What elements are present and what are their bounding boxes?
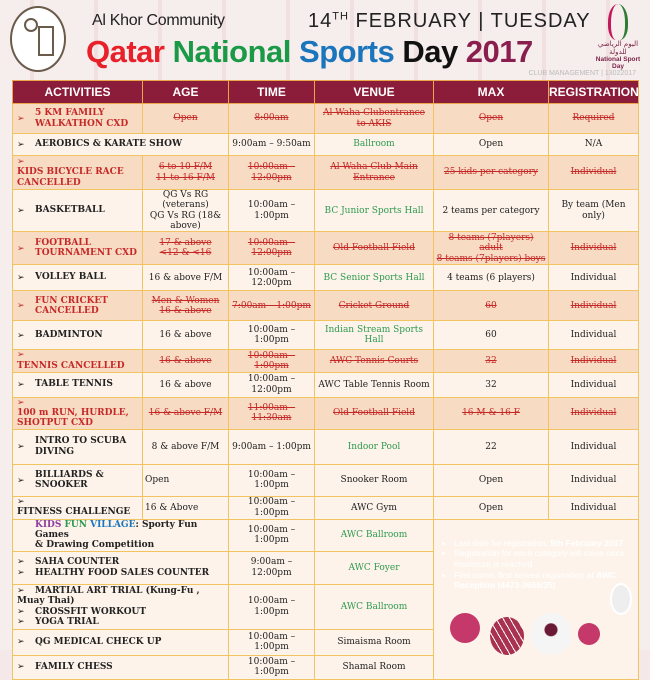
- activity-cell: [13, 429, 143, 464]
- bullet-arrow-icon: ➢: [17, 662, 25, 673]
- activity-name: YOGA TRIAL: [35, 617, 99, 628]
- info-item: [454, 548, 632, 569]
- activity-name: 100 m RUN, HURDLE, SHOTPUT CXD: [17, 408, 129, 429]
- time-cell: 10:00am – 1:00pm: [229, 321, 315, 350]
- time-cell: 10:00am – 1:00pm: [229, 519, 315, 551]
- bullet-arrow-icon: ➢: [17, 475, 25, 486]
- venue-cell: Al Waha Club Main Entrance: [315, 156, 434, 190]
- age-cell: 16 & above: [143, 350, 229, 372]
- age-cell: 6 to 10 F/M 11 to 16 F/M: [143, 156, 229, 190]
- venue-cell: AWC Foyer: [315, 551, 434, 584]
- activity-cell: [13, 104, 143, 134]
- community-name: Al Khor Community: [92, 12, 225, 29]
- bullet-arrow-icon: ➢: [17, 606, 25, 617]
- activity-row: [13, 496, 639, 519]
- activity-name: FITNESS CHALLENGE: [17, 507, 131, 518]
- activity-name: SAHA COUNTER: [35, 557, 120, 568]
- cancelled-activity-row: [13, 156, 639, 190]
- max-cell: 8 teams (7players) adult 8 teams (7players) boys: [434, 232, 549, 265]
- activity-name: BASKETBALL: [35, 205, 105, 216]
- badminton-racket-icon: [610, 583, 632, 615]
- activity-name: FUN CRICKET CANCELLED: [35, 295, 108, 316]
- venue-cell: BC Junior Sports Hall: [315, 190, 434, 232]
- venue-cell: AWC Ballroom: [315, 584, 434, 629]
- venue-cell: AWC Tennis Courts: [315, 350, 434, 372]
- bullet-arrow-icon: ➢: [17, 379, 25, 390]
- date-rest: FEBRUARY | TUESDAY: [348, 10, 591, 32]
- max-cell: 32: [434, 372, 549, 397]
- time-cell: 10:00am – 1:00pm: [229, 496, 315, 519]
- kids-fun-village-word: KIDS: [35, 519, 65, 530]
- registration-cell: Individual: [549, 321, 639, 350]
- venue-cell: AWC Table Tennis Room: [315, 372, 434, 397]
- title-word: Day: [402, 34, 466, 69]
- info-text: Last date for registration:: [454, 537, 551, 548]
- activity-name: FOOTBALL TOURNAMENT CXD: [35, 238, 137, 259]
- registration-cell: N/A: [549, 134, 639, 156]
- activity-row: [13, 321, 639, 350]
- bullet-arrow-icon: ➢: [17, 330, 25, 341]
- bullet-arrow-icon: ➢: [17, 442, 25, 453]
- logo-arabic-text: اليوم الرياضي للدولة: [597, 40, 639, 56]
- venue-cell: Simaisma Room: [315, 629, 434, 655]
- registration-cell: Individual: [549, 397, 639, 429]
- activity-cell: [13, 190, 143, 232]
- sports-equipment-illustration: [444, 601, 630, 671]
- cancelled-activity-row: [13, 397, 639, 429]
- registration-cell: By team (Men only): [549, 190, 639, 232]
- venue-cell: Cricket Ground: [315, 291, 434, 321]
- max-cell: 60: [434, 291, 549, 321]
- time-cell: 10:00am – 12:00pm: [229, 265, 315, 291]
- activity-row: [13, 190, 639, 232]
- venue-cell: Shamal Room: [315, 655, 434, 679]
- soccer-ball-icon: [530, 613, 572, 655]
- activity-row: [13, 134, 639, 156]
- activity-name: QG MEDICAL CHECK UP: [35, 637, 162, 648]
- activity-name: : Sporty Fun Games & Drawing Competition: [35, 519, 198, 551]
- tennis-ball-icon: [578, 623, 600, 645]
- reception-contact: AWC Reception (4473-3666/35): [454, 569, 617, 591]
- sport-figure-icon: [608, 4, 628, 40]
- cancelled-activity-row: [13, 104, 639, 134]
- registration-cell: Individual: [549, 429, 639, 464]
- age-cell: 16 & above F/M: [143, 265, 229, 291]
- activity-cell: [13, 519, 229, 551]
- max-cell: 60: [434, 321, 549, 350]
- age-cell: 16 & above: [143, 321, 229, 350]
- max-cell: Open: [434, 134, 549, 156]
- activity-cell: [13, 629, 229, 655]
- age-cell: Open: [143, 104, 229, 134]
- activity-name: BADMINTON: [35, 329, 103, 340]
- age-cell: Open: [143, 464, 229, 496]
- activity-row: [13, 464, 639, 496]
- registration-cell: Individual: [549, 464, 639, 496]
- bullet-arrow-icon: ➢: [17, 156, 25, 167]
- activity-name: CROSSFIT WORKOUT: [35, 606, 147, 617]
- activity-name: VOLLEY BALL: [35, 272, 106, 283]
- activity-cell: [13, 584, 229, 629]
- column-header-venue: VENUE: [315, 81, 434, 104]
- time-cell: 10:00am – 12:00pm: [229, 156, 315, 190]
- age-cell: 8 & above F/M: [143, 429, 229, 464]
- activity-cell: [13, 232, 143, 265]
- bullet-arrow-icon: ➢: [17, 557, 25, 568]
- ping-pong-paddle-icon: [450, 613, 480, 643]
- bullet-arrow-icon: ➢: [17, 586, 25, 597]
- registration-cell: Individual: [549, 265, 639, 291]
- registration-cell: Individual: [549, 350, 639, 372]
- bullet-arrow-icon: ➢: [17, 350, 25, 361]
- activity-name: HEALTHY FOOD SALES COUNTER: [35, 567, 210, 578]
- column-header-max: MAX: [434, 81, 549, 104]
- max-cell: 22: [434, 429, 549, 464]
- time-cell: 11:00am – 11:30am: [229, 397, 315, 429]
- venue-cell: Al Waha Clubentrance to AKIS: [315, 104, 434, 134]
- venue-cell: AWC Ballroom: [315, 519, 434, 551]
- info-item: [454, 538, 632, 549]
- time-cell: 7:00am – 1:00pm: [229, 291, 315, 321]
- registration-cell: Required: [549, 104, 639, 134]
- national-sport-day-logo: [590, 4, 646, 70]
- logo-english-text: National Sport Day: [595, 56, 641, 70]
- registration-cell: Individual: [549, 156, 639, 190]
- title-word: 2017: [465, 34, 533, 69]
- column-header-activities: ACTIVITIES: [13, 81, 143, 104]
- cancelled-activity-row: [13, 350, 639, 372]
- activity-cell: [13, 156, 143, 190]
- time-cell: 10:00am – 1:00pm: [229, 350, 315, 372]
- age-cell: 16 & above: [143, 372, 229, 397]
- age-cell: 17 & above <12 & <16: [143, 232, 229, 265]
- time-cell: 10:00am – 1:00pm: [229, 464, 315, 496]
- bullet-arrow-icon: ➢: [17, 273, 25, 284]
- max-cell: Open: [434, 464, 549, 496]
- venue-cell: Old Football Field: [315, 397, 434, 429]
- bullet-arrow-icon: ➢: [17, 139, 25, 150]
- registration-cell: Individual: [549, 372, 639, 397]
- al-khor-community-logo: [10, 6, 66, 72]
- time-cell: 9:00am – 1:00pm: [229, 429, 315, 464]
- kids-fun-village-word: VILLAGE: [90, 519, 136, 530]
- activity-row: [13, 429, 639, 464]
- cancelled-activity-row: [13, 291, 639, 321]
- venue-cell: AWC Gym: [315, 496, 434, 519]
- time-cell: 10:00am – 12:00pm: [229, 232, 315, 265]
- activity-cell: [13, 372, 143, 397]
- max-cell: Open: [434, 104, 549, 134]
- activity-name: FAMILY CHESS: [35, 662, 113, 673]
- activity-name: TENNIS CANCELLED: [17, 360, 125, 371]
- activity-cell: [13, 291, 143, 321]
- time-cell: 8:00am: [229, 104, 315, 134]
- age-cell: 16 & Above: [143, 496, 229, 519]
- venue-cell: Ballroom: [315, 134, 434, 156]
- time-cell: 9:00am – 12:00pm: [229, 551, 315, 584]
- bullet-arrow-icon: ➢: [17, 637, 25, 648]
- activity-row: [13, 265, 639, 291]
- activity-cell: [13, 265, 143, 291]
- column-header-registration: REGISTRATION: [549, 81, 639, 104]
- activity-name: 5 KM FAMILY WALKATHON CXD: [35, 108, 129, 129]
- page-title: [86, 34, 533, 70]
- max-cell: 25 kids per category: [434, 156, 549, 190]
- activity-cell: [13, 397, 143, 429]
- venue-cell: Indian Stream Sports Hall: [315, 321, 434, 350]
- time-cell: 10:00am – 1:00pm: [229, 584, 315, 629]
- age-cell: 16 & above F/M: [143, 397, 229, 429]
- cancelled-activity-row: [13, 232, 639, 265]
- activity-name: BILLIARDS & SNOOKER: [35, 469, 104, 491]
- activity-name: KIDS BICYCLE RACE CANCELLED: [17, 167, 124, 188]
- max-cell: 32: [434, 350, 549, 372]
- activity-cell: [13, 134, 229, 156]
- column-header-time: TIME: [229, 81, 315, 104]
- time-cell: 10:00am – 1:00pm: [229, 655, 315, 679]
- registration-cell: Individual: [549, 291, 639, 321]
- activity-name: AEROBICS & KARATE SHOW: [35, 138, 183, 149]
- title-word: Qatar: [86, 34, 173, 69]
- info-text: Registration for each category will close once maximum is reached: [454, 548, 625, 570]
- activity-row: [13, 372, 639, 397]
- age-cell: Men & Women 16 & above: [143, 291, 229, 321]
- registration-info-box: [434, 519, 639, 679]
- date-day: 14: [308, 10, 333, 32]
- time-cell: 10:00am – 12:00pm: [229, 372, 315, 397]
- registration-cell: Individual: [549, 496, 639, 519]
- activity-row: [13, 519, 639, 551]
- table-header-row: [13, 81, 639, 104]
- event-date: [308, 10, 591, 33]
- bullet-arrow-icon: ➢: [17, 397, 25, 408]
- max-cell: Open: [434, 496, 549, 519]
- registration-cell: Individual: [549, 232, 639, 265]
- bullet-arrow-icon: ➢: [17, 617, 25, 628]
- bullet-arrow-icon: ➢: [17, 205, 25, 216]
- max-cell: 4 teams (6 players): [434, 265, 549, 291]
- volleyball-icon: [490, 617, 524, 655]
- activity-name: MARTIAL ART TRIAL (Kung-Fu , Muay Thai): [17, 586, 200, 607]
- kids-fun-village-word: FUN: [64, 519, 91, 530]
- max-cell: 16 M & 16 F: [434, 397, 549, 429]
- activity-cell: [13, 496, 143, 519]
- time-cell: 10:00am – 1:00pm: [229, 629, 315, 655]
- title-word: National: [172, 34, 300, 69]
- time-cell: 9:00am – 9:50am: [229, 134, 315, 156]
- venue-cell: Snooker Room: [315, 464, 434, 496]
- club-management-note: CLUB MANAGEMENT | 13022017: [528, 70, 636, 77]
- bullet-arrow-icon: ➢: [17, 497, 25, 508]
- activity-name: TABLE TENNIS: [35, 379, 113, 390]
- venue-cell: Old Football Field: [315, 232, 434, 265]
- age-cell: QG Vs RG (veterans) QG Vs RG (18& above): [143, 190, 229, 232]
- bullet-arrow-icon: ➢: [17, 301, 25, 312]
- info-item: [454, 570, 632, 591]
- bullet-arrow-icon: ➢: [17, 243, 25, 254]
- activity-cell: [13, 464, 143, 496]
- info-text: First come, first served registration at: [454, 569, 597, 580]
- activity-cell: [13, 321, 143, 350]
- column-header-age: AGE: [143, 81, 229, 104]
- schedule-table: [12, 80, 639, 680]
- date-suffix: TH: [332, 10, 349, 23]
- venue-cell: Indoor Pool: [315, 429, 434, 464]
- venue-cell: BC Senior Sports Hall: [315, 265, 434, 291]
- bullet-arrow-icon: ➢: [17, 114, 25, 124]
- registration-deadline: 9th February 2017: [550, 537, 624, 548]
- activity-cell: [13, 350, 143, 372]
- title-word: Sports: [299, 34, 403, 69]
- max-cell: 2 teams per category: [434, 190, 549, 232]
- time-cell: 10:00am – 1:00pm: [229, 190, 315, 232]
- activity-name: INTRO TO SCUBA DIVING: [35, 436, 127, 457]
- activity-cell: [13, 551, 229, 584]
- activity-cell: [13, 655, 229, 679]
- bullet-arrow-icon: ➢: [17, 567, 25, 578]
